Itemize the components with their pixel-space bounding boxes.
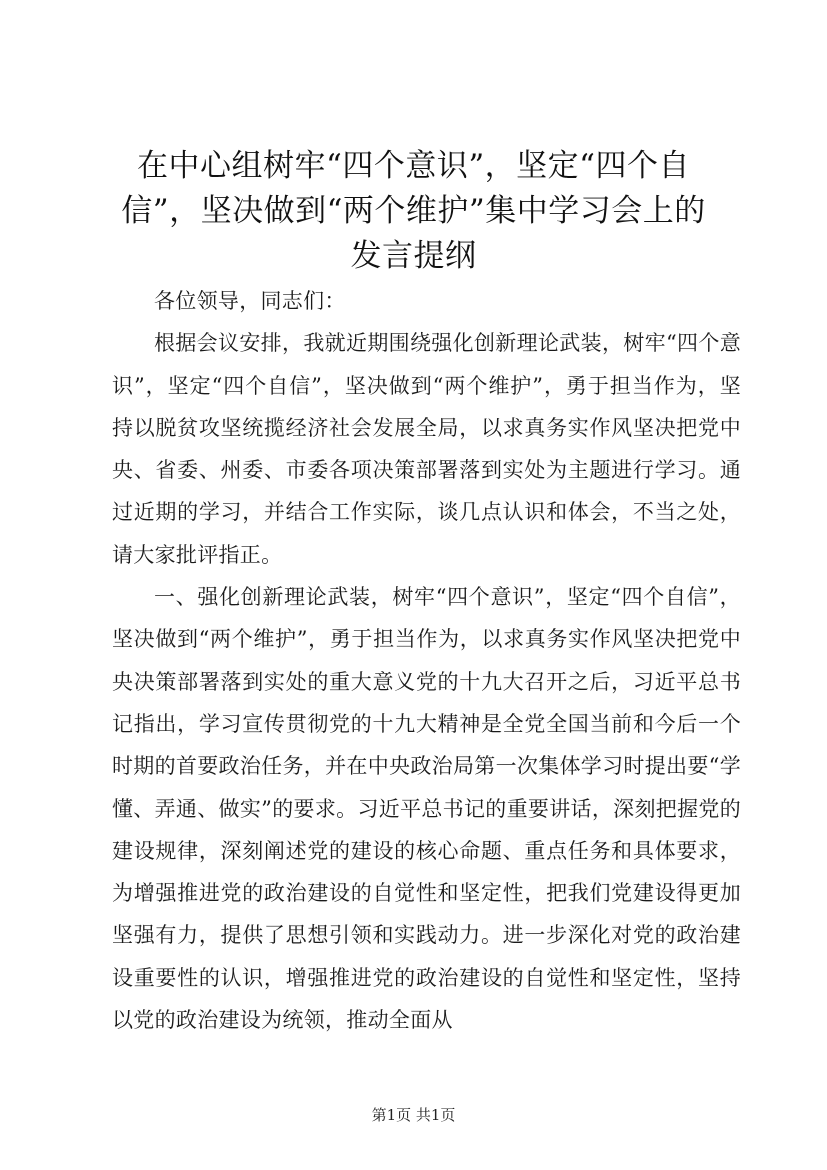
document-body xyxy=(112,280,741,1041)
page-footer: 第1页 共1页 xyxy=(371,1106,456,1124)
salutation-paragraph: 各位领导，同志们： xyxy=(154,289,346,313)
section-one-paragraph: 一、强化创新理论武装，树牢“四个意识”，坚定“四个自信”，坚决做到“两个维护”，勇于担当作为，以求真务实作风坚决把党中央决策部署落到实处的重大意义党的十九大召开之后，习近平总书记指出，学习宣传贯彻党的十九大精神是全党全国当前和今后一个时期的首要政治任务，并在中央政治局第一次集体学习时提出要“学懂、弄通、做实”的要求。习近平总书记的重要讲话，深刻把握党的建设规律，深刻阐述党的建设的核心命题、重点任务和具体要求，为增强推进党的政治建设的自觉性和坚定性，把我们党建设得更加坚强有力，提供了思想引领和实践动力。进一步深化对党的政治建设重要性的认识，增强推进党的政治建设的自觉性和坚定性，坚持以党的政治建设为统领，推动全面从 xyxy=(112,585,741,1033)
document-title: 在中心组树牢“四个意识”，坚定“四个自信”，坚决做到“两个维护”集中学习会上的发言提纲 xyxy=(121,148,706,274)
intro-paragraph: 根据会议安排，我就近期围绕强化创新理论武装，树牢“四个意识”，坚定“四个自信”，坚决做到“两个维护”，勇于担当作为，坚持以脱贫攻坚统揽经济社会发展全局，以求真务实作风坚决把党中央、省委、州委、市委各项决策部署落到实处为主题进行学习。通过近期的学习，并结合工作实际，谈几点认识和体会，不当之处，请大家批评指正。 xyxy=(112,331,741,567)
